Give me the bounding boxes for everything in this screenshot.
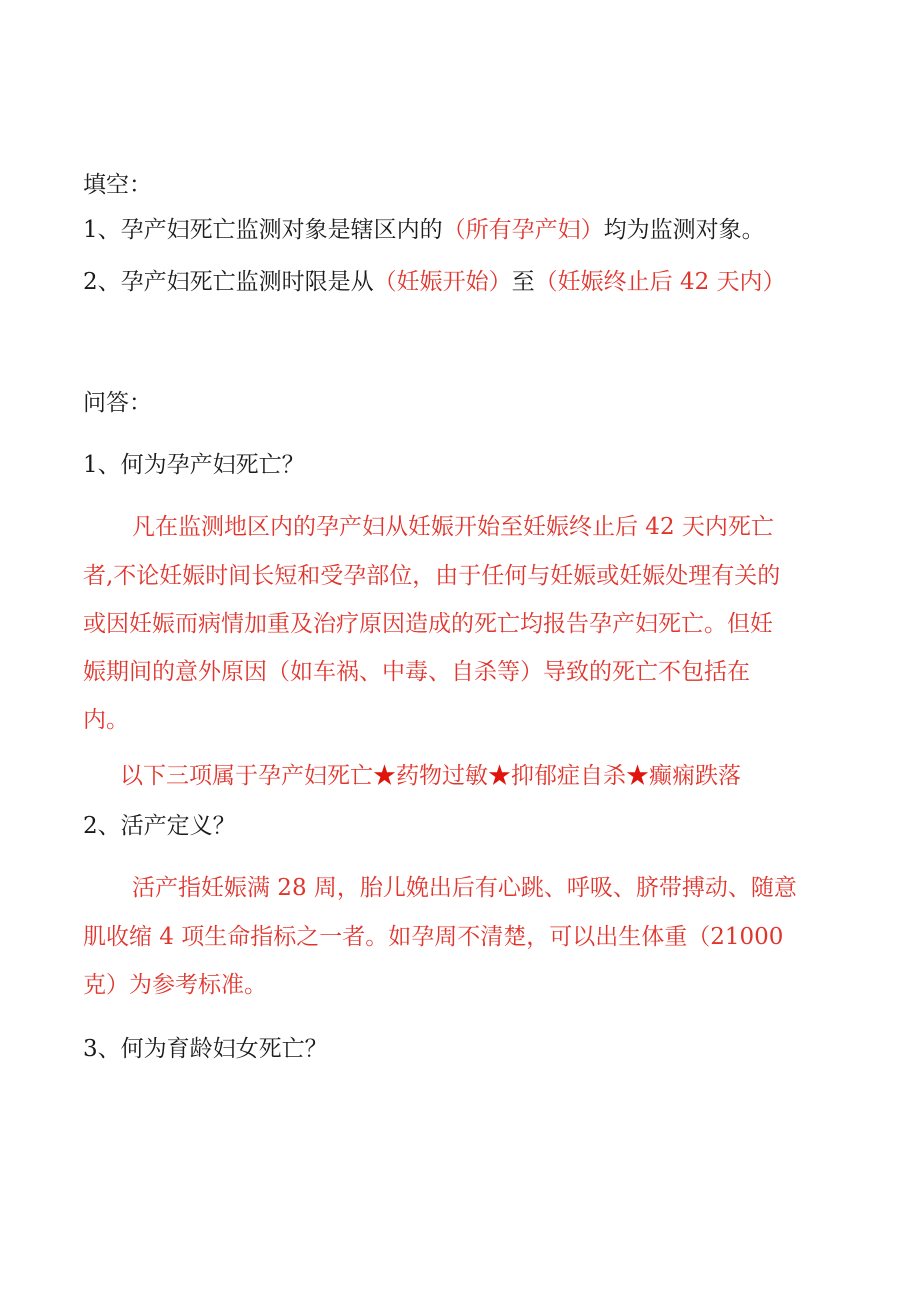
note-item-1: 药物过敏 — [396, 763, 488, 789]
qa-question-2: 2、活产定义？ — [83, 813, 236, 839]
fill-q2-prefix: 2、孕产妇死亡监测时限是从 — [83, 269, 374, 295]
qa-answer-1-note — [120, 761, 741, 791]
qa-answer-2-line: 活产指妊娠满 28 周，胎儿娩出后有心跳、呼吸、脐带搏动、随意 — [132, 875, 797, 901]
qa-answer-2-line: 肌收缩 4 项生命指标之一者。如孕周不清楚，可以出生体重（21000 — [83, 924, 784, 950]
fill-q1-prefix: 1、孕产妇死亡监测对象是辖区内的 — [83, 217, 443, 243]
fill-q1-answer: （所有孕产妇） — [442, 217, 604, 243]
fill-q1-suffix: 均为监测对象。 — [603, 217, 765, 243]
qa-answer-1-line: 凡在监测地区内的孕产妇从妊娠开始至妊娠终止后 42 天内死亡 — [132, 514, 774, 540]
qa-answer-2-line: 克）为参考标准。 — [83, 972, 267, 998]
qa-answer-1-line: 内。 — [83, 707, 129, 733]
note-prefix: 以下三项属于孕产妇死亡 — [120, 763, 373, 789]
fill-heading: 填空： — [83, 172, 152, 198]
star-icon: ★ — [373, 763, 396, 789]
fill-question-1 — [83, 215, 765, 245]
qa-answer-1-line: 或因妊娠而病情加重及治疗原因造成的死亡均报告孕产妇死亡。但妊 — [83, 611, 773, 637]
fill-q2-middle: 至 — [511, 269, 535, 295]
star-icon: ★ — [488, 763, 511, 789]
qa-question-1: 1、何为孕产妇死亡？ — [83, 452, 305, 478]
fill-q2-answer-1: （妊娠开始） — [373, 269, 512, 295]
qa-answer-1-line: 娠期间的意外原因（如车祸、中毒、自杀等）导致的死亡不包括在 — [83, 659, 750, 685]
qa-answer-1-line: 者,不论妊娠时间长短和受孕部位，由于任何与妊娠或妊娠处理有关的 — [83, 563, 781, 589]
fill-question-2 — [83, 267, 786, 297]
note-item-2: 抑郁症自杀 — [511, 763, 626, 789]
note-item-3: 癫痫跌落 — [649, 763, 741, 789]
qa-question-3: 3、何为育龄妇女死亡？ — [83, 1036, 328, 1062]
fill-q2-answer-2: （妊娠终止后 42 天内） — [534, 269, 786, 295]
star-icon: ★ — [626, 763, 649, 789]
qa-heading: 问答： — [83, 390, 152, 416]
